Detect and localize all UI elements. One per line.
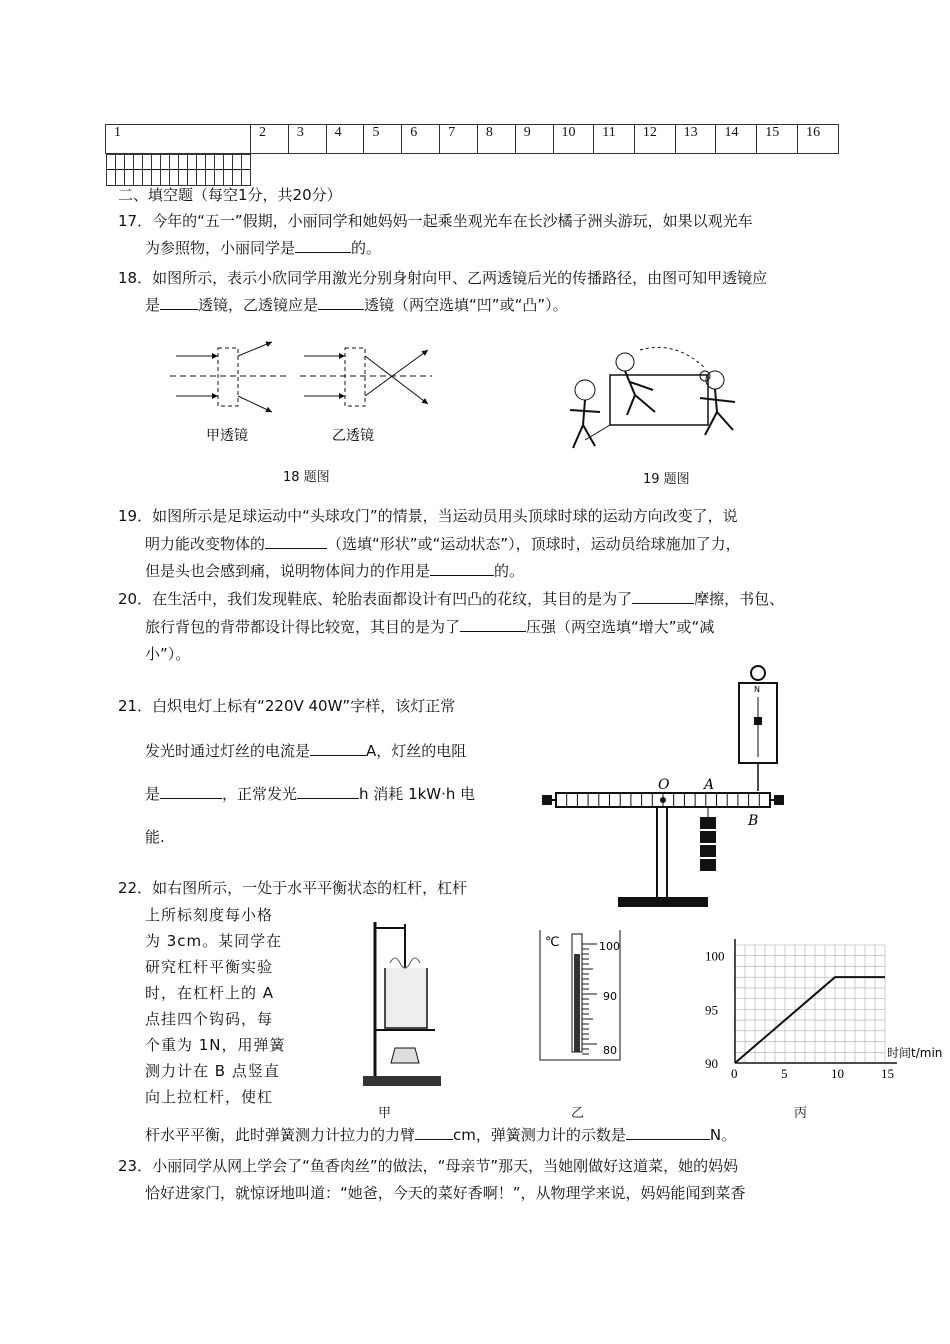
answer-input-cell[interactable] — [160, 155, 169, 186]
boiling-apparatus-figure — [355, 918, 445, 1088]
fig-bing-caption: 丙 — [794, 1106, 808, 1121]
chart-x-tick-label: 15 — [881, 1066, 894, 1081]
lens-yi-box — [345, 348, 365, 406]
temperature-chart — [700, 925, 950, 1085]
chart-y-tick-label: 95 — [705, 1002, 718, 1018]
q22-text-a: 杆水平平衡，此时弹簧测力计拉力的力臂 — [145, 1126, 416, 1144]
q19-line1: 19．如图所示是足球运动中“头球攻门”的情景，当运动员用头顶球时球的运动方向改变了，说 — [118, 507, 738, 525]
answer-number-cell: 12 — [634, 125, 675, 154]
q23-line2: 恰好进家门，就惊讶地叫道：“她爸，今天的菜好香啊！”，从物理学来说，妈妈能闻到菜香 — [145, 1184, 746, 1202]
q21-text-d: ，正常发光 — [222, 785, 298, 803]
answer-input-cell[interactable] — [196, 155, 205, 186]
q20-text-a: 20．在生活中，我们发现鞋底、轮胎表面都设计有凹凸的花纹，其目的是为了 — [118, 590, 633, 608]
section2-title: 二、填空题（每空1分，共20分） — [118, 186, 342, 204]
q18-line2 — [145, 292, 568, 318]
answer-number-cell: 11 — [594, 125, 635, 154]
q21-text-b: A，灯丝的电阻 — [366, 742, 467, 760]
answer-input-cell[interactable] — [178, 155, 187, 186]
q23-line1: 23．小丽同学从网上学会了“鱼香肉丝”的做法，“母亲节”那天，当她刚做好这道菜，她的妈妈 — [118, 1157, 739, 1175]
answer-table — [105, 124, 839, 174]
answer-number-cell: 13 — [675, 125, 716, 154]
q20-blank-1[interactable] — [632, 588, 694, 604]
q19-blank-1[interactable] — [265, 533, 327, 549]
answer-input-cell[interactable] — [142, 155, 151, 186]
q18-line1: 18．如图所示，表示小欣同学用激光分别身射向甲、乙两透镜后光的传播路径，由图可知甲透镜应 — [118, 269, 768, 287]
q21-line3 — [145, 781, 475, 807]
lever-label-a: A — [704, 777, 715, 793]
q22-line: 测力计在 B 点竖直 — [145, 1062, 280, 1080]
answer-input-cell[interactable] — [205, 155, 214, 186]
q19-text-a: 明力能改变物体的 — [145, 535, 266, 553]
beaker — [385, 968, 427, 1028]
fig18-caption: 18 题图 — [283, 470, 330, 485]
q17-blank[interactable] — [295, 237, 351, 253]
q19-text-c: 但是头也会感到痛，说明物体间力的作用是 — [145, 562, 431, 580]
answer-input-cell[interactable] — [151, 155, 160, 186]
answer-input-cell[interactable] — [106, 155, 115, 186]
q21-line4: 能. — [145, 828, 165, 846]
q18-text-c: 透镜（两空选填“凹”或“凸”）。 — [364, 296, 568, 314]
q20-line1 — [118, 586, 784, 612]
q19-blank-2[interactable] — [430, 560, 494, 576]
soccer-goal — [610, 375, 708, 425]
q19-line3 — [145, 558, 524, 584]
answer-input-cell[interactable] — [124, 155, 133, 186]
q19-text-d: 的。 — [494, 562, 525, 580]
q22-wrapped-lines — [145, 902, 286, 1110]
answer-input-cell[interactable] — [133, 155, 142, 186]
q22-line: 点挂四个钩码，每 — [145, 1010, 274, 1028]
spring-scale-unit: N — [754, 685, 760, 694]
alcohol-lamp — [391, 1048, 419, 1063]
answer-number-cell: 4 — [326, 125, 364, 154]
chart-x-axis-label: 时间t/min — [887, 1046, 943, 1060]
thermo-tick-80: 80 — [603, 1044, 617, 1057]
thermo-tick-90: 90 — [603, 990, 617, 1003]
lever-label-b: B — [748, 813, 759, 829]
q17-text-b: 的。 — [351, 239, 382, 257]
chart-x-tick-label: 5 — [781, 1066, 788, 1081]
answer-number-cell: 7 — [440, 125, 478, 154]
chart-y-tick-label: 100 — [705, 948, 725, 964]
fig-yi-caption: 乙 — [571, 1106, 585, 1121]
answer-number-cell: 9 — [515, 125, 553, 154]
answer-table-blank-row — [106, 154, 251, 170]
q22-line: 个重为 1N，用弹簧 — [145, 1036, 286, 1054]
answer-input-cell[interactable] — [187, 155, 196, 186]
answer-number-cell: 15 — [757, 125, 798, 154]
answer-number-cell: 1 — [106, 125, 251, 154]
q20-text-d: 压强（两空选填“增大”或“减 — [526, 618, 715, 636]
answer-number-cell: 6 — [402, 125, 440, 154]
q22-blank-1[interactable] — [415, 1124, 453, 1140]
q22-line: 上所标刻度每小格 — [145, 906, 274, 924]
lens-jia-box — [218, 348, 238, 406]
answer-number-cell: 16 — [798, 125, 839, 154]
answer-input-cell[interactable] — [223, 155, 232, 186]
lever-label-o: O — [658, 777, 670, 793]
q22-line: 研究杠杆平衡实验 — [145, 958, 274, 976]
thermometer-figure — [535, 930, 625, 1065]
answer-input-cell[interactable] — [241, 155, 250, 186]
q21-text-c: 是 — [145, 785, 161, 803]
q18-blank-2[interactable] — [318, 294, 364, 310]
q22-text-b: cm，弹簧测力计的示数是 — [453, 1126, 626, 1144]
q18-text-b: 透镜，乙透镜应是 — [198, 296, 319, 314]
q21-blank-2[interactable] — [160, 783, 222, 799]
chart-x-tick-label: 0 — [731, 1066, 738, 1081]
q22-text-c: N。 — [709, 1126, 737, 1144]
thermometer-liquid — [574, 954, 580, 1052]
lever-figure — [538, 665, 788, 915]
answer-number-cell: 2 — [251, 125, 289, 154]
answer-input-cell[interactable] — [232, 155, 241, 186]
q20-text-c: 旅行背包的背带都设计得比较宽，其目的是为了 — [145, 618, 461, 636]
q19-line2 — [145, 531, 741, 557]
thermo-tick-100: 100 — [599, 940, 620, 953]
q21-blank-1[interactable] — [310, 740, 366, 756]
chart-x-tick-label: 10 — [831, 1066, 844, 1081]
player-head-2 — [575, 380, 595, 400]
answer-number-cell: 10 — [553, 125, 594, 154]
q20-blank-2[interactable] — [460, 616, 526, 632]
q20-text-b: 摩擦，书包、 — [694, 590, 785, 608]
q22-blank-2[interactable] — [626, 1124, 710, 1140]
q19-text-b: （选填“形状”或“运动状态”），顶球时，运动员给球施加了力， — [327, 535, 741, 553]
soccer-figure — [565, 340, 755, 455]
q22-line: 向上拉杠杆，使杠 — [145, 1088, 274, 1106]
answer-number-cell: 3 — [288, 125, 326, 154]
lens-label-jia: 甲透镜 — [206, 428, 248, 444]
q22-line: 时，在杠杆上的 A — [145, 984, 275, 1002]
q20-line3: 小”）。 — [145, 645, 191, 663]
q18-text-a: 是 — [145, 296, 161, 314]
q21-line1: 21．白炽电灯上标有“220V 40W”字样，该灯正常 — [118, 697, 456, 715]
answer-input-cell[interactable] — [214, 155, 223, 186]
q22-last-line — [145, 1122, 736, 1148]
q22-line: 为 3cm。某同学在 — [145, 932, 283, 950]
q21-text-e: h 消耗 1kW·h 电 — [359, 785, 476, 803]
answer-table-number-row — [106, 125, 839, 154]
q17-line2 — [145, 235, 381, 261]
answer-input-cell[interactable] — [115, 155, 124, 186]
q20-line2 — [145, 614, 714, 640]
answer-number-cell: 8 — [477, 125, 515, 154]
answer-number-cell: 14 — [716, 125, 757, 154]
fig19-caption: 19 题图 — [643, 472, 690, 487]
chart-y-tick-label: 90 — [705, 1056, 718, 1071]
player-head-1 — [616, 353, 634, 371]
q18-blank-1[interactable] — [160, 294, 198, 310]
answer-input-cell[interactable] — [169, 155, 178, 186]
lens-figure — [170, 340, 450, 450]
q21-blank-3[interactable] — [297, 783, 359, 799]
q17-line1: 17．今年的“五一”假期，小丽同学和她妈妈一起乘坐观光车在长沙橘子洲头游玩，如果以观光车 — [118, 212, 753, 230]
answer-number-cell: 5 — [364, 125, 402, 154]
thermometer-unit: ℃ — [545, 935, 560, 950]
q22-line1: 22．如右图所示，一处于水平平衡状态的杠杆，杠杆 — [118, 879, 468, 897]
q21-text-a: 发光时通过灯丝的电流是 — [145, 742, 311, 760]
q17-text-a: 为参照物，小丽同学是 — [145, 239, 296, 257]
lens-label-yi: 乙透镜 — [332, 428, 374, 444]
fig-jia-caption: 甲 — [378, 1106, 392, 1121]
q21-line2 — [145, 738, 466, 764]
